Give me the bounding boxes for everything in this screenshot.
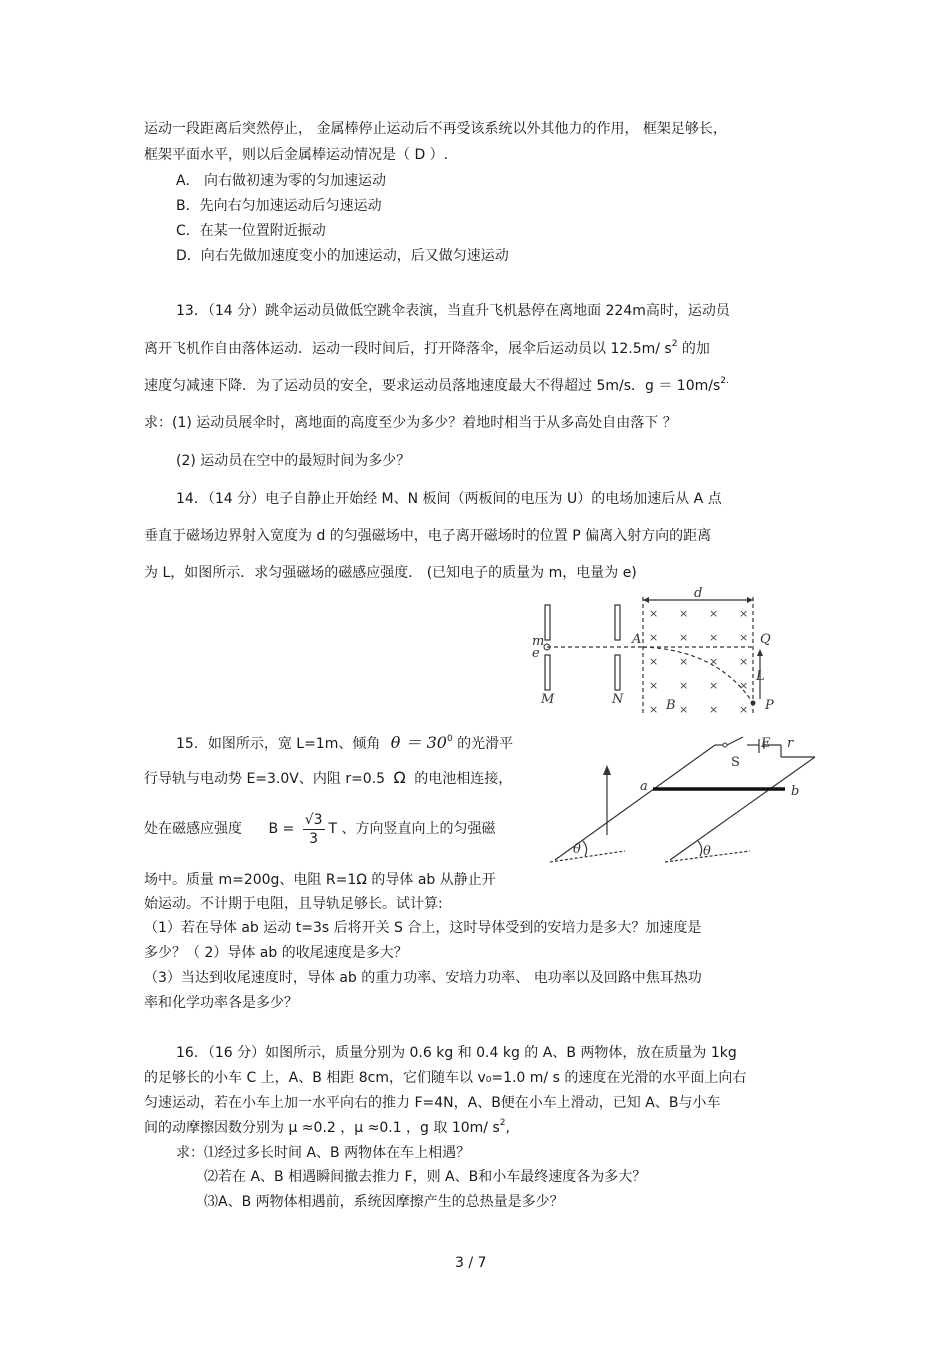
- svg-text:×: ×: [709, 703, 719, 716]
- q16-line-3: 匀速运动，若在小车上加一水平向右的推力 F=4N，A、B便在小车上滑动，已知 A、B与小车: [144, 1095, 721, 1111]
- q15-line-7: 多少？（ 2）导体 ab 的收尾速度是多大？: [144, 945, 408, 961]
- svg-text:×: ×: [679, 607, 689, 620]
- q15-line-9: 率和化学功率各是多少？: [144, 995, 298, 1011]
- q16-line-7: ⑶A、B 两物体相遇前，系统因摩擦产生的总热量是多少？: [204, 1194, 564, 1210]
- svg-text:×: ×: [649, 607, 659, 620]
- svg-text:×: ×: [649, 655, 659, 668]
- q14-label-p: P: [765, 698, 774, 713]
- q15-label-e: E: [761, 736, 771, 751]
- q14-line-2: 垂直于磁场边界射入宽度为 d 的匀强磁场中，电子离开磁场时的位置 P 偏离入射方向的距离: [144, 528, 712, 544]
- q14-line-1: 14．（14 分）电子自静止开始经 M、N 板间（两板间的电压为 U）的电场加速后从 A 点: [176, 491, 722, 507]
- q16-line-2: 的足够长的小车 C 上，A、B 相距 8cm，它们随车以 v₀=1.0 m/ s 的速度在光滑的水平面上向右: [144, 1070, 747, 1086]
- q15-label-r: r: [787, 736, 794, 751]
- q14-label-e: e: [532, 646, 540, 661]
- svg-text:×: ×: [739, 703, 749, 716]
- q14-label-b: B: [666, 698, 676, 713]
- q12-option-a: A． 向右做初速为零的匀加速运动: [176, 173, 387, 189]
- q14-label-m: m: [532, 634, 545, 649]
- q16-line-1: 16．（16 分）如图所示，质量分别为 0.6 kg 和 0.4 kg 的 A、B 两物体，放在质量为 1kg: [176, 1045, 737, 1061]
- q12-option-d: D．向右先做加速度变小的加速运动，后又做匀速运动: [176, 248, 509, 264]
- svg-text:×: ×: [709, 655, 719, 668]
- q15-line-5: 始运动。不计期于电阻，且导轨足够长。试计算:: [144, 896, 443, 912]
- svg-text:×: ×: [709, 607, 719, 620]
- q15-line-2: 行导轨与电动势 E=3.0V、内阻 r=0.5 Ω 的电池相连接，: [144, 768, 513, 787]
- q14-label-q: Q: [760, 632, 771, 647]
- q14-magnetic-field-figure: [528, 585, 788, 725]
- q16-line-4: 间的动摩擦因数分别为 μ ≈0.2 ，μ ≈0.1 ，g 取 10m/ $s^2$,: [144, 1118, 510, 1136]
- svg-text:×: ×: [739, 679, 749, 692]
- q15-line-6: （1）若在导体 ab 运动 t=3s 后将开关 S 合上，这时导体受到的安培力是多大？加速度是: [144, 920, 702, 936]
- q13-line-1: 13．（14 分）跳伞运动员做低空跳伞表演，当直升飞机悬停在离地面 224m高时，运动员: [176, 303, 730, 319]
- svg-text:×: ×: [679, 703, 689, 716]
- svg-text:×: ×: [739, 607, 749, 620]
- q15-label-a: a: [640, 779, 648, 794]
- q14-field-crosses: [649, 607, 748, 716]
- q15-label-theta-1: θ: [573, 842, 581, 857]
- q15-incline-rails-figure: [545, 735, 825, 870]
- q14-label-n-plate: N: [612, 692, 624, 707]
- q15-line-3: 处在磁感应强度 B = $\frac{√3}{3}$ T 、方向竖直向上的匀强磁: [144, 811, 496, 847]
- q15-label-s: S: [731, 755, 740, 770]
- q14-line-3: 为 L，如图所示．求匀强磁场的磁感应强度． (已知电子的质量为 m，电量为 e): [144, 565, 637, 581]
- q14-label-d: d: [694, 586, 703, 601]
- q13-line-5: (2) 运动员在空中的最短时间为多少？: [176, 453, 411, 469]
- q15-label-b: b: [791, 784, 800, 799]
- q14-label-m-plate: M: [541, 692, 555, 707]
- page-number: 3 / 7: [455, 1255, 487, 1271]
- q15-label-theta-2: θ: [703, 844, 711, 859]
- svg-text:×: ×: [679, 679, 689, 692]
- svg-text:×: ×: [709, 679, 719, 692]
- svg-text:×: ×: [739, 631, 749, 644]
- q12-option-b: B．先向右匀加速运动后匀速运动: [176, 198, 382, 214]
- q12-line-2: 框架平面水平，则以后金属棒运动情况是（ D ）.: [144, 147, 449, 163]
- q12-line-1: 运动一段距离后突然停止， 金属棒停止运动后不再受该系统以外其他力的作用， 框架足够长，: [144, 121, 727, 137]
- q13-line-2: 离开飞机作自由落体运动．运动一段时间后，打开降落伞，展伞后运动员以 12.5m/ $s^2$ 的加: [144, 339, 710, 357]
- svg-text:×: ×: [649, 631, 659, 644]
- svg-text:×: ×: [709, 631, 719, 644]
- svg-text:×: ×: [679, 655, 689, 668]
- q15-line-1: 15．如图所示，宽 L=1m、倾角 $\theta = 30^0$ 的光滑平: [176, 733, 514, 752]
- svg-text:×: ×: [649, 679, 659, 692]
- svg-text:×: ×: [679, 631, 689, 644]
- svg-text:×: ×: [649, 703, 659, 716]
- q15-fraction: $\frac{√3}{3}$: [304, 811, 323, 847]
- q14-label-a: A: [632, 632, 642, 647]
- q13-line-4: 求：(1) 运动员展伞时，离地面的高度至少为多少？着地时相当于从多高处自由落下 ？: [144, 415, 677, 431]
- q15-line-4: 场中。质量 m=200g、电阻 R=1Ω 的导体 ab 从静止开: [144, 872, 496, 888]
- q16-line-6: ⑵若在 A、B 相遇瞬间撤去推力 F，则 A、B和小车最终速度各为多大？: [204, 1169, 647, 1185]
- q14-label-l: L: [756, 669, 765, 684]
- svg-text:×: ×: [739, 655, 749, 668]
- q12-option-c: C．在某一位置附近振动: [176, 223, 326, 239]
- q15-line-8: （3）当达到收尾速度时，导体 ab 的重力功率、安培力功率、 电功率以及回路中焦耳热功: [144, 970, 702, 986]
- q13-line-3: 速度匀减速下降．为了运动员的安全，要求运动员落地速度最大不得超过 5m/s．$g = 10m/s^{2.}$: [144, 376, 729, 394]
- q16-line-5: 求：⑴经过多长时间 A、B 两物体在车上相遇？: [176, 1145, 471, 1161]
